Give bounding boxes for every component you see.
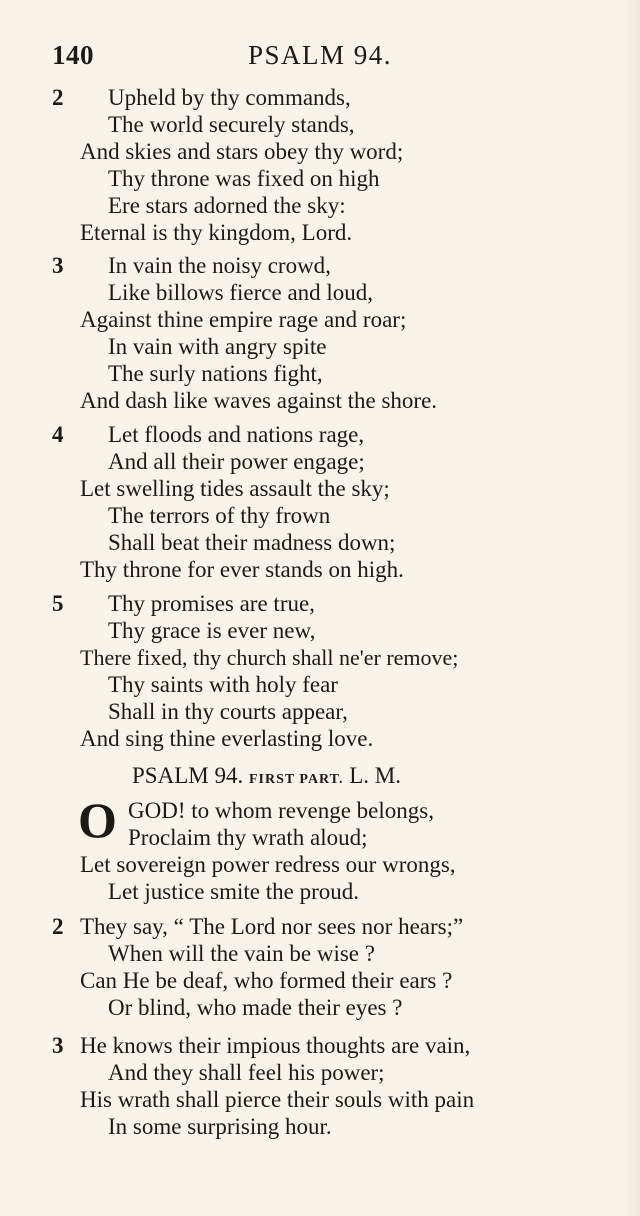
verse-line: The surly nations fight, (108, 361, 323, 386)
verse-line: And dash like waves against the shore. (80, 388, 438, 413)
verse-line: Let justice smite the proud. (108, 879, 360, 904)
verse-line: In some surprising hour. (108, 1114, 332, 1139)
verse-line: Thy promises are true, (108, 591, 315, 616)
verse-number: 4 (52, 422, 64, 447)
verse-line: And all their power engage; (108, 449, 365, 474)
verse-line: Let floods and nations rage, (108, 422, 365, 447)
verse-line: GOD! to whom revenge belongs, (128, 798, 434, 823)
section-title: PSALM 94. (132, 763, 244, 788)
verse-line: Against thine empire rage and roar; (80, 307, 407, 332)
verse-line: He knows their impious thoughts are vain, (80, 1033, 471, 1058)
verse-number: 2 (52, 914, 64, 939)
verse-line: Shall in thy courts appear, (108, 699, 348, 724)
verse-line: The world securely stands, (108, 112, 355, 137)
section-heading (132, 762, 401, 794)
drop-cap: O (78, 792, 117, 848)
verse-line: Thy saints with holy fear (108, 672, 338, 697)
verse-line: Or blind, who made their eyes ? (108, 995, 403, 1020)
verse-line: The terrors of thy frown (108, 503, 331, 528)
verse-line: Thy grace is ever new, (108, 618, 316, 643)
verse-line: Thy throne for ever stands on high. (80, 557, 404, 582)
verse-line: Thy throne was fixed on high (108, 166, 380, 191)
verse-number: 3 (52, 253, 64, 278)
verse-line: Upheld by thy commands, (108, 85, 351, 110)
section-meter: L. M. (349, 763, 401, 788)
verse-line: Ere stars adorned the sky: (108, 193, 346, 218)
verse-line: Eternal is thy kingdom, Lord. (80, 220, 353, 245)
verse-line: Shall beat their madness down; (108, 530, 396, 555)
running-title: PSALM 94. (248, 40, 393, 70)
verse-line: They say, “ The Lord nor sees nor hears;” (80, 914, 464, 939)
section-part: FIRST PART. (248, 772, 344, 787)
verse-line: When will the vain be wise ? (108, 941, 375, 966)
verse-line: And skies and stars obey thy word; (80, 139, 404, 164)
verse-line: And they shall feel his power; (108, 1060, 385, 1085)
verse-number: 5 (52, 591, 64, 616)
page-header (0, 40, 640, 76)
verse-line: Can He be deaf, who formed their ears ? (80, 968, 453, 993)
verse-line: Proclaim thy wrath aloud; (128, 825, 368, 850)
page-number: 140 (52, 40, 94, 70)
verse-line: And sing thine everlasting love. (80, 726, 374, 751)
verse-line: Let sovereign power redress our wrongs, (80, 852, 456, 877)
verse-line: His wrath shall pierce their souls with pain (80, 1087, 475, 1112)
verse-number: 3 (52, 1033, 64, 1058)
verse-line: Let swelling tides assault the sky; (80, 476, 390, 501)
page-edge-shadow (622, 0, 640, 1216)
verse-number: 2 (52, 85, 64, 110)
verse-line: There fixed, thy church shall ne'er remove; (80, 645, 459, 670)
verse-line: In vain with angry spite (108, 334, 327, 359)
verse-line: In vain the noisy crowd, (108, 253, 331, 278)
verse-line: Like billows fierce and loud, (108, 280, 374, 305)
